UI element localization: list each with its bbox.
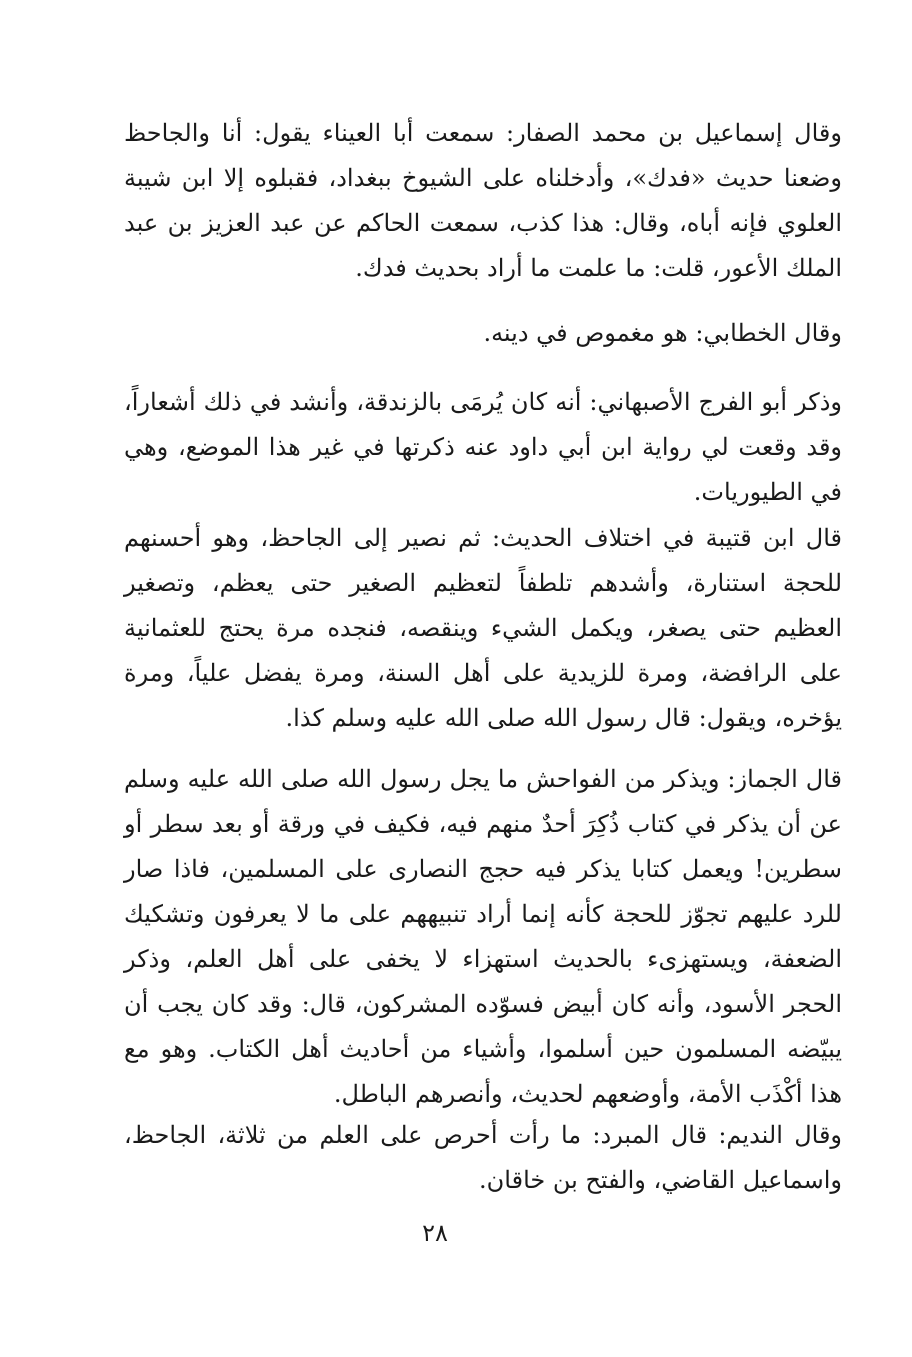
- paragraph-ibn-qutayba: قال ابن قتيبة في اختلاف الحديث: ثم نصير إلى الجاحظ، وهو أحسنهم للحجة استنارة، وأشدهم تلطفاً لتعظيم الصغير حتى يعظم، وتصغير العظيم حتى يصغر، ويكمل الشيء وينقصه، فنجده مرة يحتج للعثمانية على الرافضة، ومرة للزيدية على أهل السنة، ومرة يفضل علياً، ومرة يؤخره، ويقول: قال رسول الله صلى الله عليه وسلم كذا.: [124, 524, 842, 732]
- paragraph-jammaz: قال الجماز: ويذكر من الفواحش ما يجل رسول الله صلى الله عليه وسلم عن أن يذكر في كتاب ذُكِرَ أحدٌ منهم فيه، فكيف في ورقة أو بعد سطر أو سطرين! ويعمل كتابا يذكر فيه حجج النصارى على المسلمين، فاذا صار للرد عليهم تجوّز للحجة كأنه إنما أراد تنبيههم على ما لا يعرفون وتشكيك الضعفة، ويستهزىء بالحديث استهزاء لا يخفى على أهل العلم، وذكر الحجر الأسود، وأنه كان أبيض فسوّده المشركون، قال: وقد كان يجب أن يبيّضه المسلمون حين أسلموا، وأشياء من أحاديث أهل الكتاب. وهو مع هذا أكْذَب الأمة، وأوضعهم لحديث، وأنصرهم الباطل.: [124, 765, 842, 1108]
- paragraph-nadim: وقال النديم: قال المبرد: ما رأت أحرص على العلم من ثلاثة، الجاحظ، واسماعيل القاضي، والفتح بن خاقان.: [124, 1121, 842, 1194]
- paragraph-khattabi: وقال الخطابي: هو مغموص في دينه.: [483, 319, 842, 347]
- paragraph-saffar: وقال إسماعيل بن محمد الصفار: سمعت أبا العيناء يقول: أنا والجاحظ وضعنا حديث «فدك»، وأدخلناه على الشيوخ ببغداد، فقبلوه إلا ابن شيبة العلوي فإنه أباه، وقال: هذا كذب، سمعت الحاكم عن عبد العزيز بن عبد الملك الأعور، قلت: ما علمت ما أراد بحديث فدك.: [124, 119, 842, 282]
- page-number: ٢٨: [422, 1219, 448, 1247]
- paragraph-isfahani: وذكر أبو الفرج الأصبهاني: أنه كان يُرمَى بالزندقة، وأنشد في ذلك أشعاراً، وقد وقعت لي رواية ابن أبي داود عنه ذكرتها في غير هذا الموضع، وهي في الطيوريات.: [124, 388, 843, 506]
